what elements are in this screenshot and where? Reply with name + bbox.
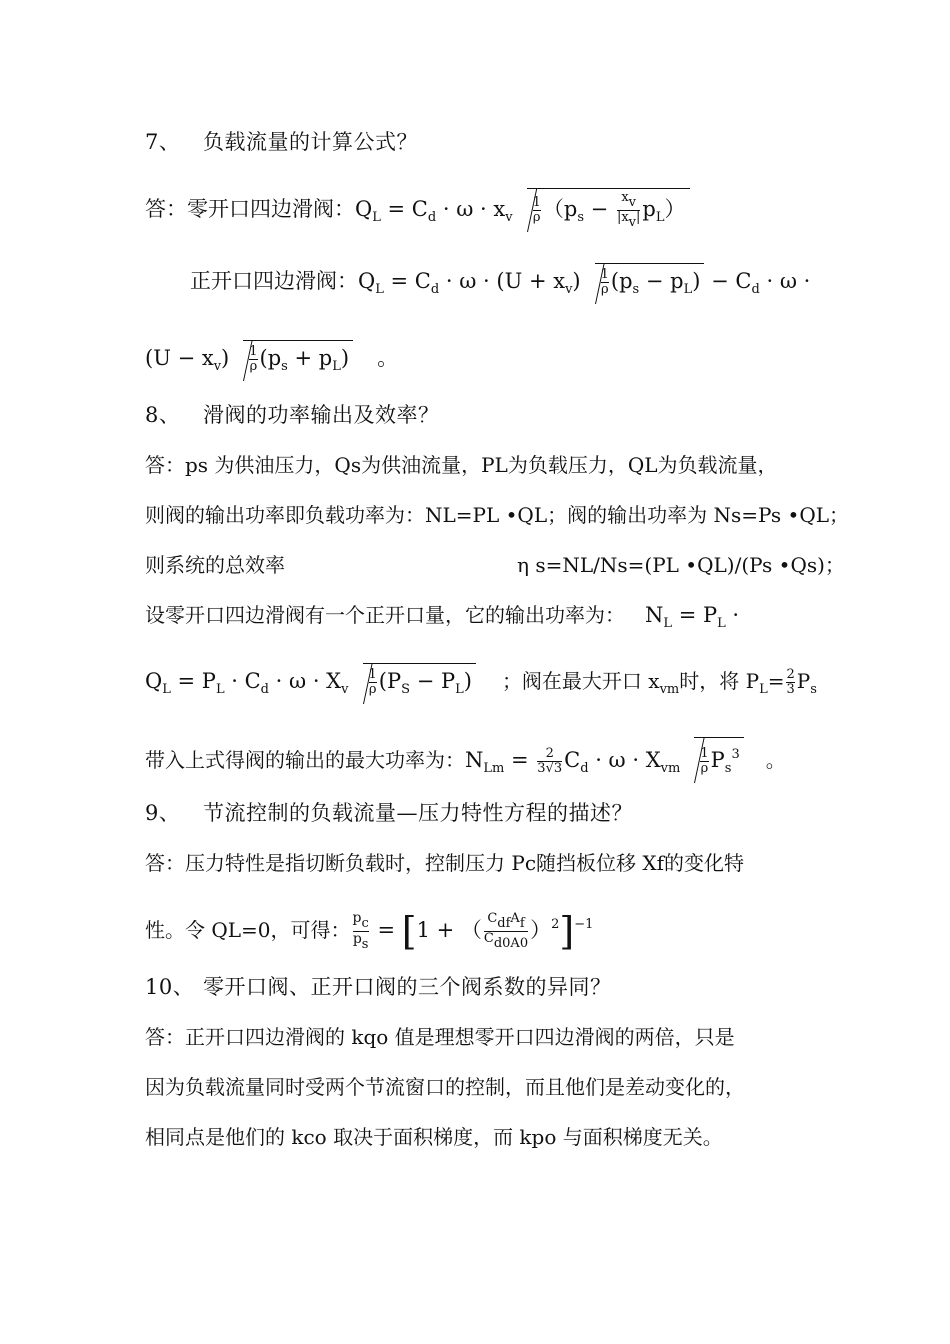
answer-10-line-1: 答：正开口四边滑阀的 kqo 值是理想零开口四边滑阀的两倍，只是: [145, 1025, 735, 1049]
question-text: 负载流量的计算公式？: [203, 130, 418, 154]
question-text: 滑阀的功率输出及效率？: [203, 403, 440, 427]
answer-7-zero-opening: [145, 188, 815, 233]
question-number: 10、: [145, 975, 195, 999]
answer-prefix: 答：零开口四边滑阀：: [145, 197, 355, 221]
answer-7-positive-opening: [190, 263, 810, 305]
answer-8-line-4: 设零开口四边滑阀有一个正开口量，它的输出功率为： $N_L = P_L$ ·: [145, 603, 740, 631]
answer-7-continuation: [145, 340, 815, 382]
question-8: [145, 400, 815, 430]
answer-8-line-2: 则阀的输出功率即负载功率为：NL=PL •QL；阀的输出功率为 Ns=Ps •QL；: [145, 503, 850, 527]
question-text: 零开口阀、正开口阀的三个阀系数的异同？: [203, 975, 612, 999]
formula-continuation: $(U - x_v)$ $\frac{1}{\rho}$ $(p_s + p_L)$: [145, 346, 353, 370]
question-number: 7、: [145, 130, 181, 154]
formula-positive-opening: $Q_L = C_d \cdot \omega \cdot (U + x_v)$ $\frac{1}{\rho}$ $(p_s - p_L) - C_d \cdot \omega$ ·: [358, 269, 810, 293]
answer-8-line-6: 带入上式得阀的输出的最大功率为：$N_{Lm}$ = $\frac{2}{3√3}$ $C_d \cdot \omega \cdot X_{vm}$ $\frac{1}{\rho}$ $P_s^3$ 。: [145, 737, 815, 784]
period: 。: [377, 346, 399, 370]
answer-8-line-3: 则系统的总效率 η s=NL/Ns=(PL •QL)/(Ps •Qs)；: [145, 553, 845, 577]
question-number: 8、: [145, 403, 181, 427]
answer-9-line-1: 答：压力特性是指切断负载时，控制压力 Pc随挡板位移 Xf的变化特: [145, 851, 745, 875]
answer-label: 正开口四边滑阀：: [190, 269, 358, 293]
question-7: [145, 127, 815, 157]
answer-10-line-3: 相同点是他们的 kco 取决于面积梯度，而 kpo 与面积梯度无关。: [145, 1125, 723, 1149]
answer-9-line-2: 性。令 QL=0，可得： $\frac{pc}{ps}$ = [1 + （ $\frac{\text{CdfAf}}{Cd0A0}$ ）$^2$]$^{-1}$: [145, 909, 594, 954]
question-number: 9、: [145, 801, 181, 825]
question-9: [145, 798, 815, 828]
question-10: [145, 972, 815, 1002]
answer-8-line-1: 答：ps 为供油压力，Qs为供油流量，PL为负载压力，QL为负载流量，: [145, 453, 778, 477]
answer-8-line-5: $Q_L = P_L \cdot C_d \cdot \omega \cdot X_v$ $\frac{1}{\rho}$ $(P_S - P_L)$ ；阀在最大开口 $x_{vm}$时，将 $P_L=$ $\frac{2}{3}$ $P_s$: [145, 663, 815, 705]
question-text: 节流控制的负载流量—压力特性方程的描述？: [203, 801, 633, 825]
formula-zero-opening: $Q_L = C_d \cdot \omega \cdot x_v$ $\frac{1}{\rho}$ （$p_s$ − $\frac{xv}{|xv|}$ $p_L$）: [355, 197, 690, 221]
answer-10-line-2: 因为负载流量同时受两个节流窗口的控制，而且他们是差动变化的，: [145, 1075, 745, 1099]
